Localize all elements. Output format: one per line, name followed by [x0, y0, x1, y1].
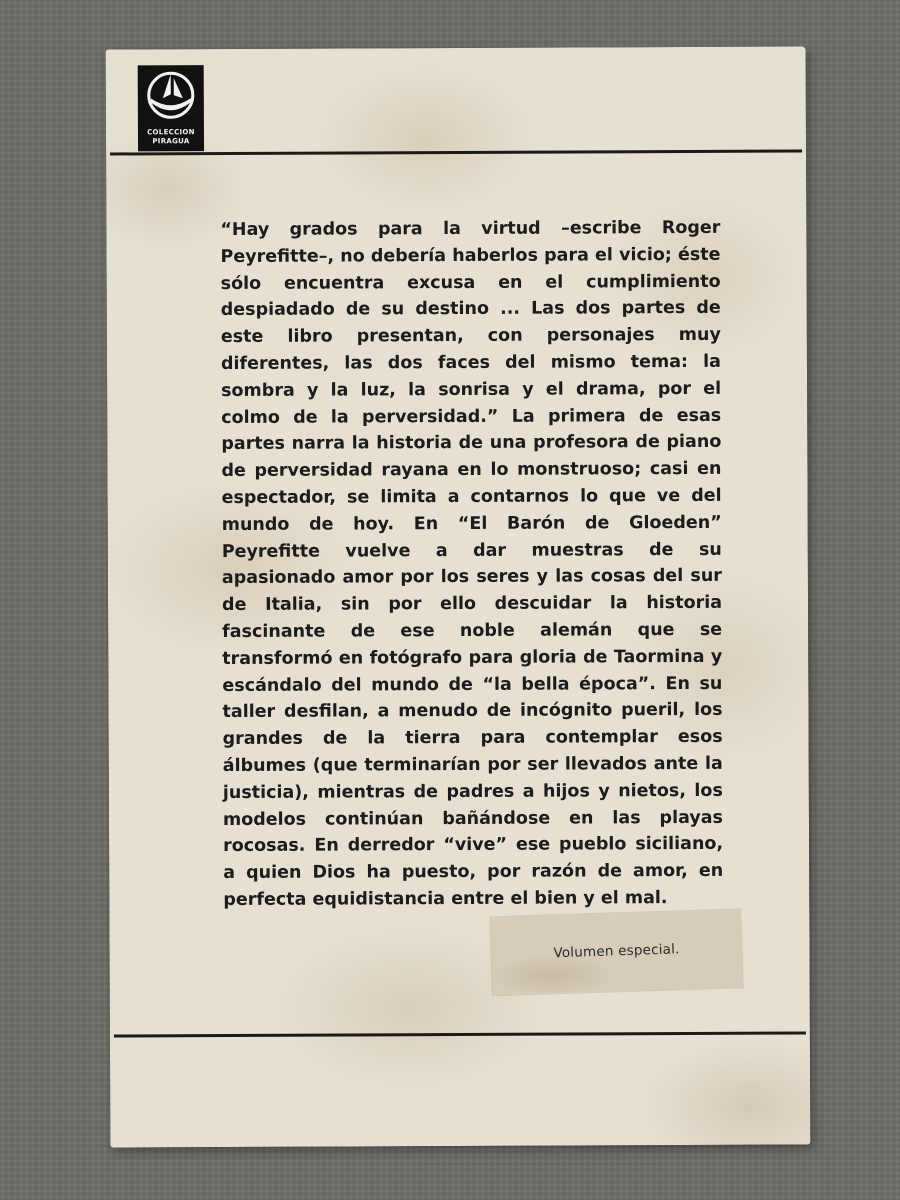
book-back-cover	[106, 46, 811, 1147]
publisher-collection-label: COLECCION	[147, 128, 195, 137]
price-sticker	[490, 909, 742, 995]
publisher-emblem-icon	[141, 68, 201, 124]
publisher-series-label: PIRAGUA	[152, 137, 190, 146]
publisher-logo	[138, 65, 204, 151]
top-divider	[110, 149, 802, 155]
sticker-text: Volumen especial.	[553, 941, 680, 962]
back-cover-blurb: “Hay grados para la virtud –escribe Roger Peyrefitte–, no debería haberlos para el vicio; éste sólo encuentra excusa en el cumplimiento despiadado de su destino ... Las dos partes de este libro presentan, con personajes muy diferentes, las dos faces del mismo tema: la sombra y la luz, la sonrisa y el drama, por el colmo de la perversidad.” La primera de esas partes narra la historia de una profesora de piano de perversidad rayana en lo monstruoso; casi en espectador, se limita a contarnos lo que ve del mundo de hoy. En “El Barón de Gloeden” Peyrefitte vuelve a dar muestras de su apasionado amor por los seres y las cosas del sur de Italia, sin por ello descuidar la historia fascinante de ese noble alemán que se transformó en fotógrafo para gloria de Taormina y escándalo del mundo de “la bella época”. En su taller desfilan, a menudo de incógnito pueril, los grandes de la tierra para contemplar esos álbumes (que terminarían por ser llevados ante la justicia), mientras de padres a hijos y nietos, los modelos continúan bañándose en las playas rocosas. En derredor “vive” ese pueblo siciliano, a quien Dios ha puesto, por razón de amor, en perfecta equidistancia entre el bien y el mal.	[220, 217, 724, 910]
bottom-divider	[114, 1031, 806, 1037]
